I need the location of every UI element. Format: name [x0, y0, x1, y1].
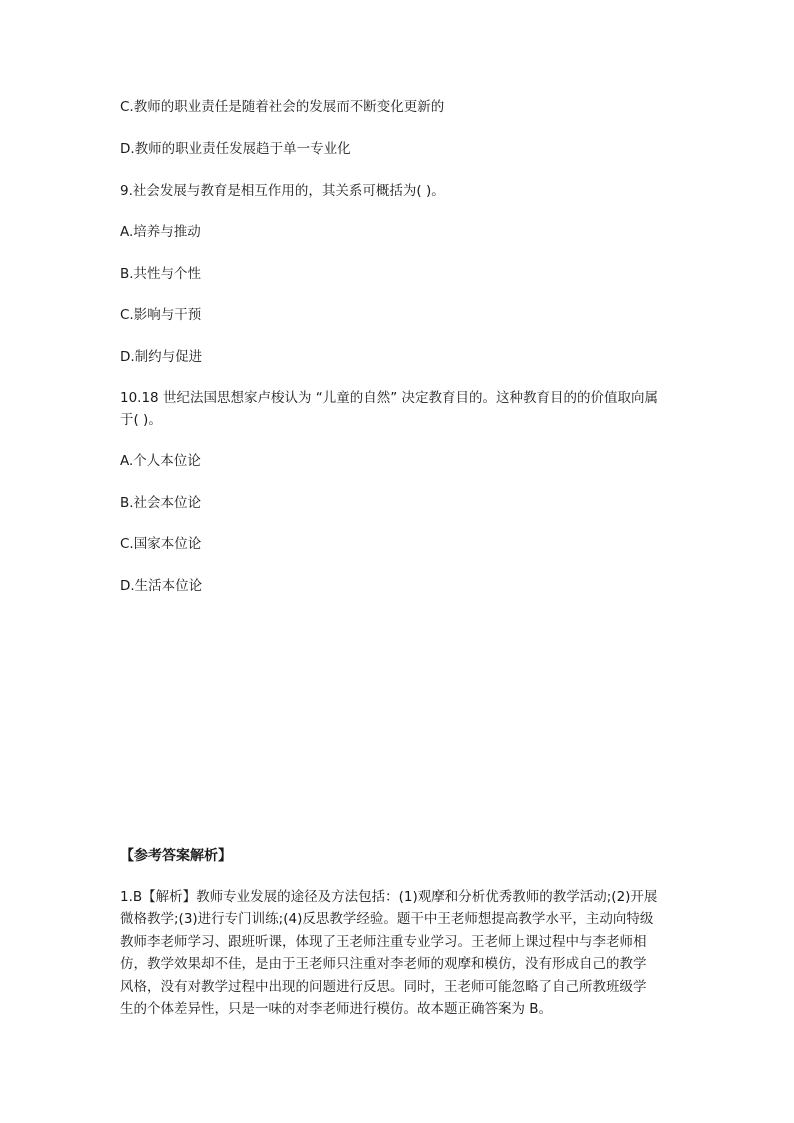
q10-option-c: C.国家本位论: [120, 536, 202, 552]
answer-1-line: 1.B【解析】教师专业发展的途径及方法包括：(1)观摩和分析优秀教师的教学活动;(2)开展: [120, 889, 658, 905]
q10-stem: [120, 387, 680, 432]
q8-option-c: C.教师的职业责任是随着社会的发展而不断变化更新的: [120, 99, 445, 115]
answer-1-line: 风格，没有对教学过程中出现的问题进行反思。同时，王老师可能忽略了自己所教班级学: [120, 978, 647, 995]
q9-option-b: B.共性与个性: [120, 266, 202, 282]
q10-option-d: D.生活本位论: [120, 578, 203, 594]
q10-option-b: B.社会本位论: [120, 495, 202, 511]
q9-option-d: D.制约与促进: [120, 349, 203, 365]
answer-1: [120, 886, 680, 1020]
q10-stem-line: 10.18 世纪法国思想家卢梭认为 “儿童的自然” 决定教育目的。这种教育目的的价值取向属: [120, 390, 659, 406]
answer-1-line: 生的个体差异性，只是一味的对李老师进行模仿。故本题正确答案为 B。: [120, 1001, 553, 1018]
answer-1-line: 微格教学;(3)进行专门训练;(4)反思教学经验。题干中王老师想提高教学水平，主动向特级: [120, 911, 654, 928]
q10-option-a: A.个人本位论: [120, 453, 201, 469]
answers-heading: 【参考答案解析】: [120, 848, 232, 864]
answer-1-line: 教师李老师学习、跟班听课，体现了王老师注重专业学习。王老师上课过程中与李老师相: [120, 933, 647, 950]
q9-stem: 9.社会发展与教育是相互作用的，其关系可概括为( )。: [120, 183, 445, 199]
q9-option-c: C.影响与干预: [120, 307, 202, 323]
q9-option-a: A.培养与推动: [120, 224, 201, 240]
answer-1-line: 仿，教学效果却不佳，是由于王老师只注重对李老师的观摩和模仿，没有形成自己的教学: [120, 956, 647, 973]
q8-option-d: D.教师的职业责任发展趋于单一专业化: [120, 141, 351, 157]
q10-stem-line: 于( )。: [120, 412, 162, 429]
